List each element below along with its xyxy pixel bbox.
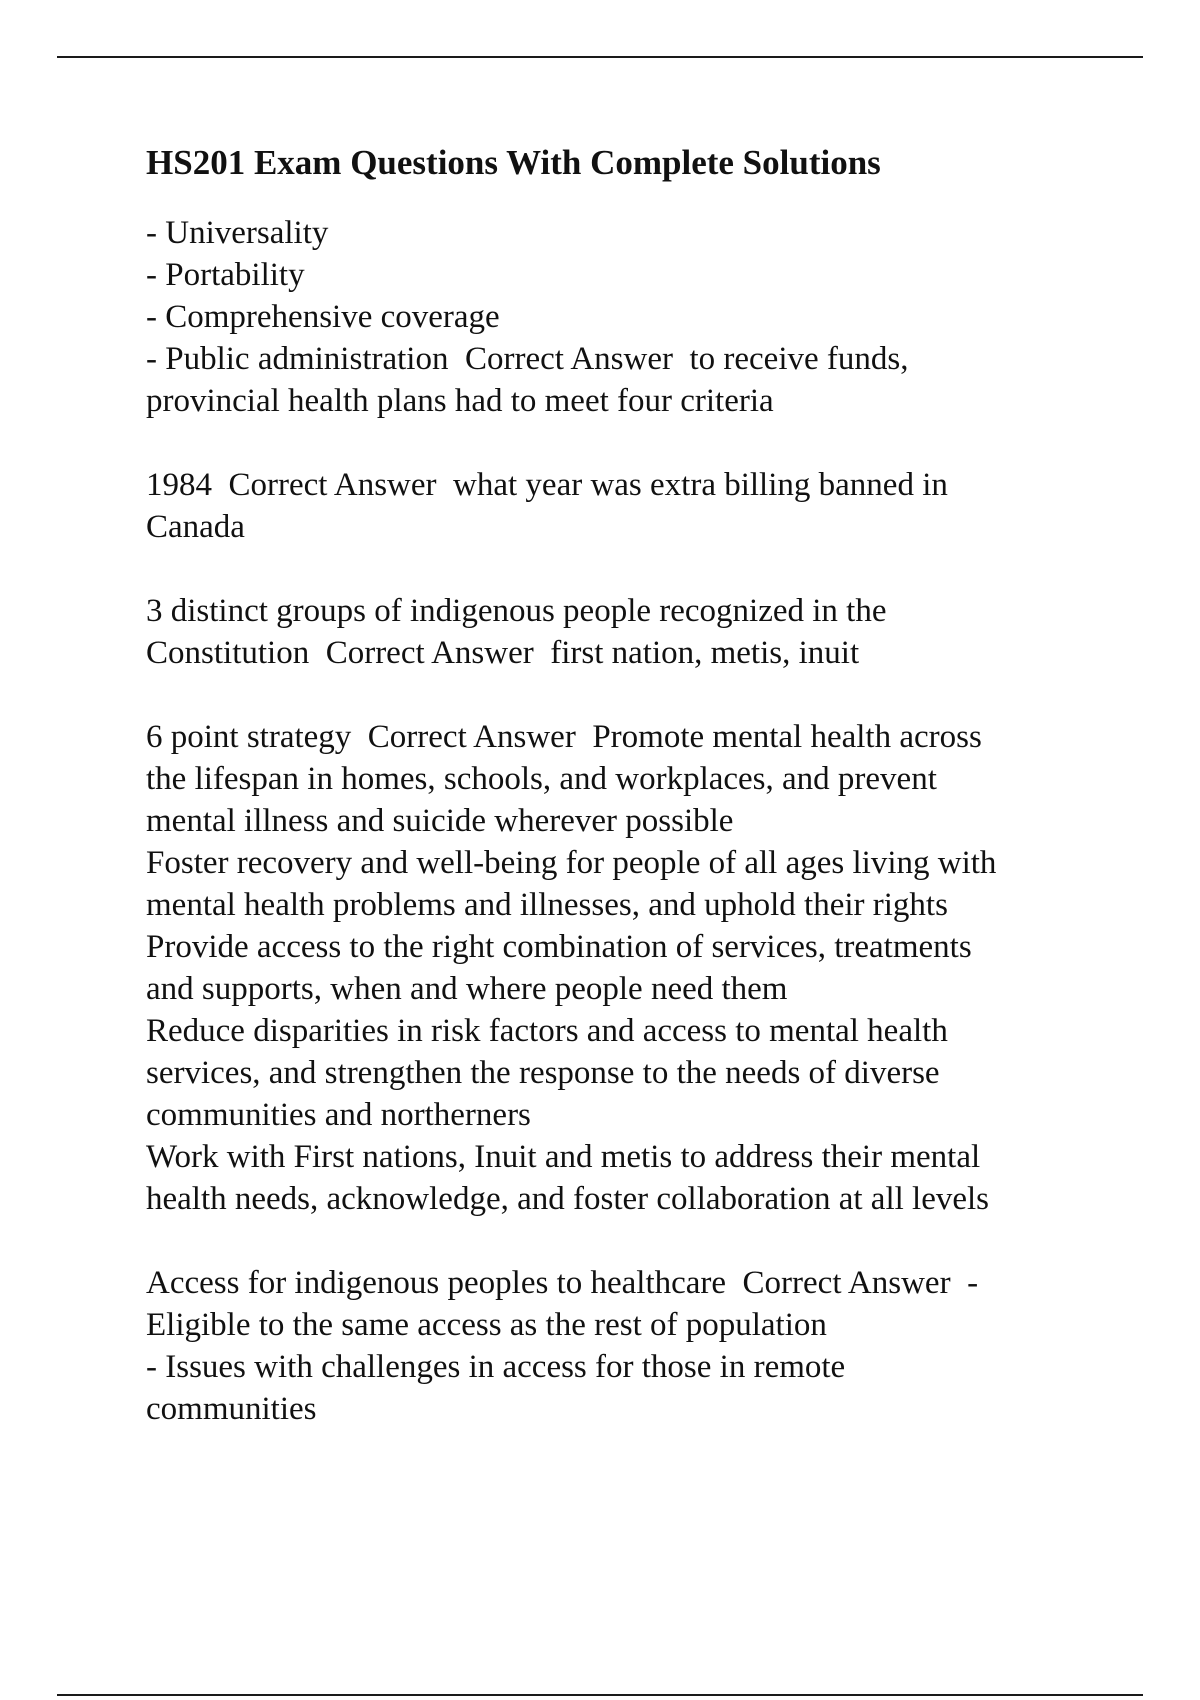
text-line: mental health problems and illnesses, and uphold their rights — [146, 887, 948, 923]
text-line: provincial health plans had to meet four criteria — [146, 383, 774, 419]
document-title: HS201 Exam Questions With Complete Solutions — [146, 143, 881, 182]
text-line: Reduce disparities in risk factors and access to mental health — [146, 1013, 948, 1049]
text-line: - Issues with challenges in access for those in remote — [146, 1349, 846, 1385]
top-rule — [57, 56, 1143, 58]
text-line: Work with First nations, Inuit and metis to address their mental — [146, 1139, 981, 1175]
text-line: Provide access to the right combination of services, treatments — [146, 929, 972, 965]
text-line: 1984 Correct Answer what year was extra billing banned in — [146, 467, 948, 503]
text-line: and supports, when and where people need them — [146, 971, 788, 1007]
paragraph-gap — [146, 548, 1106, 590]
extra-billing-block — [146, 464, 1106, 548]
text-line: - Public administration Correct Answer to receive funds, — [146, 341, 909, 377]
criteria-block — [146, 212, 1106, 422]
text-line: mental illness and suicide wherever possible — [146, 803, 734, 839]
text-line: services, and strengthen the response to the needs of diverse — [146, 1055, 940, 1091]
text-line: Foster recovery and well-being for people of all ages living with — [146, 845, 997, 881]
text-line: Canada — [146, 509, 245, 545]
text-line: 6 point strategy Correct Answer Promote mental health across — [146, 719, 982, 755]
text-line: Access for indigenous peoples to healthcare Correct Answer - — [146, 1265, 979, 1301]
text-line: communities and northerners — [146, 1097, 531, 1133]
paragraph-gap — [146, 422, 1106, 464]
text-line: - Comprehensive coverage — [146, 299, 500, 335]
indigenous-groups-block — [146, 590, 1106, 674]
paragraph-gap — [146, 1220, 1106, 1262]
six-point-strategy-block — [146, 716, 1106, 1220]
bottom-rule — [57, 1694, 1143, 1696]
text-line: Eligible to the same access as the rest of population — [146, 1307, 827, 1343]
text-line: - Portability — [146, 257, 305, 293]
text-line: health needs, acknowledge, and foster collaboration at all levels — [146, 1181, 990, 1217]
text-line: communities — [146, 1391, 317, 1427]
indigenous-access-block — [146, 1262, 1106, 1430]
paragraph-gap — [146, 674, 1106, 716]
text-line: Constitution Correct Answer first nation, metis, inuit — [146, 635, 860, 671]
text-line: the lifespan in homes, schools, and workplaces, and prevent — [146, 761, 937, 797]
page-content — [146, 142, 1106, 1430]
text-line: - Universality — [146, 215, 329, 251]
text-line: 3 distinct groups of indigenous people recognized in the — [146, 593, 887, 629]
